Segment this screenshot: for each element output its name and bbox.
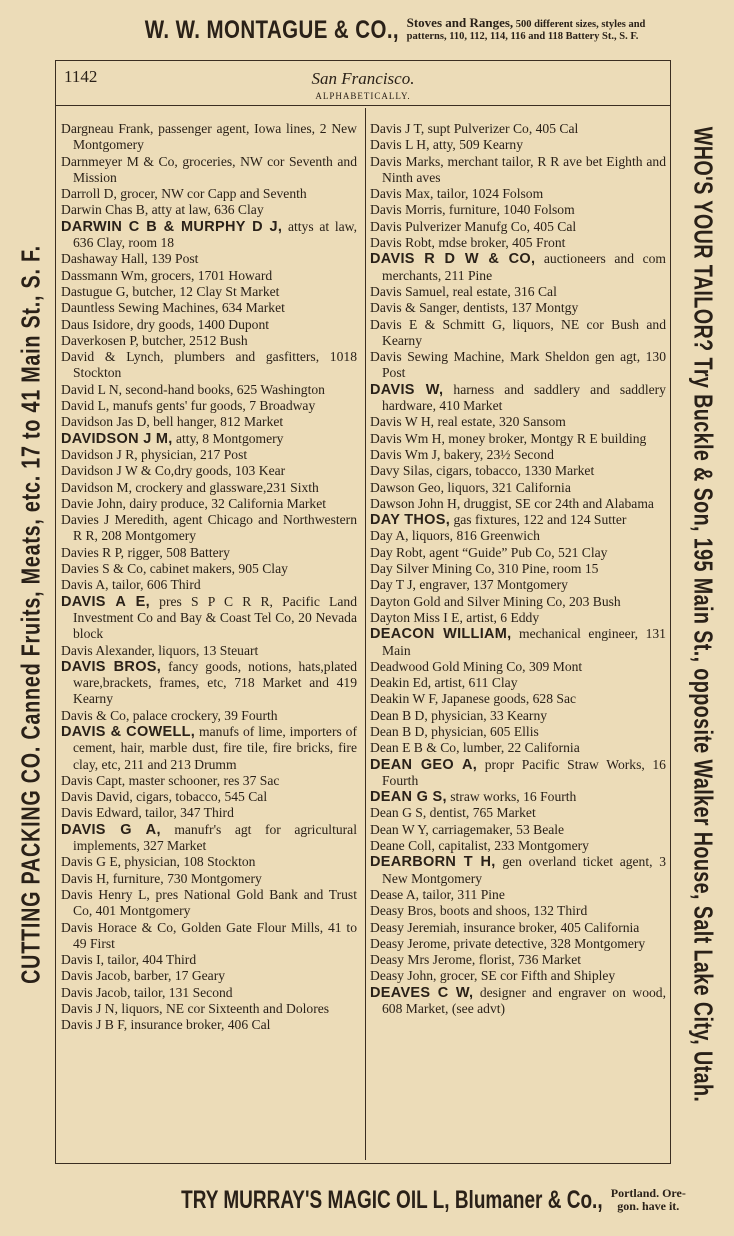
entry-text: gas fixtures, 122 and 124 Sutter — [453, 512, 627, 528]
entry-text: Deane Coll, capitalist, 233 Montgomery — [370, 838, 589, 854]
entry-text: Dean G S, dentist, 765 Market — [370, 805, 536, 821]
bottom-ad-line1: Portland. Ore- — [610, 1186, 686, 1200]
directory-entry — [370, 968, 666, 984]
directory-entry — [61, 317, 357, 333]
directory-entry — [61, 854, 357, 870]
directory-entry — [61, 545, 357, 561]
directory-entry — [61, 561, 357, 577]
directory-entry — [370, 137, 666, 153]
directory-entry — [370, 659, 666, 675]
entry-text: Davidson J W & Co,dry goods, 103 Kear — [61, 463, 286, 479]
entry-text: Davis Henry L, pres National Gold Bank and Trust Co, 401 Montgomery — [61, 886, 357, 919]
left-column — [61, 121, 357, 1034]
directory-entry — [370, 251, 666, 284]
entry-text: Darwin Chas B, atty at law, 636 Clay — [61, 202, 264, 218]
directory-entry — [370, 903, 666, 919]
directory-entry — [61, 219, 357, 252]
entry-text: Day T J, engraver, 137 Montgomery — [370, 577, 568, 593]
directory-entry — [61, 773, 357, 789]
entry-text: Davis Wm J, bakery, 23½ Second — [370, 446, 554, 462]
entry-bold-name: DAVIS W, — [370, 381, 444, 398]
entry-text: Deasy Bros, boots and shoos, 132 Third — [370, 903, 588, 919]
entry-bold-name: DEAN GEO A, — [370, 756, 478, 773]
entry-text: Deasy Mrs Jerome, florist, 736 Market — [370, 952, 582, 968]
directory-entry — [61, 398, 357, 414]
directory-entry — [61, 300, 357, 316]
entry-text: Davis H, furniture, 730 Montgomery — [61, 870, 262, 886]
entry-text: Davis Edward, tailor, 347 Third — [61, 805, 234, 821]
directory-entry — [370, 936, 666, 952]
directory-entry — [370, 594, 666, 610]
directory-entry — [370, 463, 666, 479]
directory-entry — [370, 789, 666, 805]
directory-entry — [61, 724, 357, 773]
entry-text: Davis J T, supt Pulverizer Co, 405 Cal — [370, 121, 579, 136]
page-number: 1142 — [64, 67, 98, 86]
entry-text: manufs of lime, importers of cement, hair, marble dust, fire tile, fire bricks, fire clay, etc, 211 and 213 Drumm — [73, 723, 357, 772]
entry-text: Davis E & Schmitt G, liquors, NE cor Bush and Kearny — [370, 316, 666, 348]
directory-entry — [61, 968, 357, 984]
entry-text: Davis J B F, insurance broker, 406 Cal — [61, 1017, 271, 1033]
entry-text: Davidson Jas D, bell hanger, 812 Market — [61, 414, 284, 430]
directory-entry — [370, 920, 666, 936]
directory-entry — [61, 822, 357, 855]
entry-text: attys at law, 636 Clay, room 18 — [73, 218, 358, 251]
entry-text: gen overland ticket agent, 3 New Montgomery — [382, 854, 666, 886]
entry-text: Davis W H, real estate, 320 Sansom — [370, 414, 566, 430]
directory-entry — [61, 251, 357, 267]
directory-entry — [370, 610, 666, 626]
directory-entry — [61, 480, 357, 496]
directory-entry — [61, 920, 357, 953]
directory-entry — [61, 268, 357, 284]
directory-entry — [61, 512, 357, 545]
entry-text: Davis I, tailor, 404 Third — [61, 952, 197, 968]
directory-entry — [61, 594, 357, 643]
entry-text: fancy goods, notions, hats,plated ware,brackets, frames, etc, 718 Market and 419 Kearny — [73, 658, 357, 707]
directory-entry — [370, 985, 666, 1018]
entry-text: Darroll D, grocer, NW cor Capp and Seventh — [61, 186, 307, 202]
bottom-ad-line2: gon. have it. — [617, 1199, 680, 1213]
directory-entry — [61, 805, 357, 821]
entry-text: Davis Alexander, liquors, 13 Steuart — [61, 642, 259, 658]
top-ad-details — [407, 17, 646, 43]
directory-entry — [61, 202, 357, 218]
entry-text: Day A, liquors, 816 Greenwich — [370, 528, 540, 544]
entry-text: David L, manufs gents' fur goods, 7 Broadway — [61, 398, 316, 414]
entry-text: Darnmeyer M & Co, groceries, NW cor Seventh and Mission — [61, 153, 357, 185]
directory-entry — [61, 659, 357, 708]
directory-entry — [61, 447, 357, 463]
entry-text: mechanical engineer, 131 Main — [382, 626, 666, 658]
entry-text: Davidson J R, physician, 217 Post — [61, 446, 248, 462]
entry-text: Dayton Miss I E, artist, 6 Eddy — [370, 609, 540, 625]
directory-entry — [370, 349, 666, 382]
entry-text: Dauntless Sewing Machines, 634 Market — [61, 300, 285, 316]
top-ad-product: Stoves and Ranges, — [406, 15, 514, 30]
directory-entry — [370, 740, 666, 756]
entry-text: Dawson John H, druggist, SE cor 24th and Alabama — [370, 495, 654, 511]
directory-entry — [370, 382, 666, 415]
directory-entry — [370, 757, 666, 790]
directory-entry — [370, 691, 666, 707]
entry-bold-name: DEAN G S, — [370, 789, 447, 806]
directory-entry — [61, 985, 357, 1001]
directory-entry — [370, 545, 666, 561]
directory-entry — [370, 887, 666, 903]
top-ad-company-name: W. W. MONTAGUE & CO., — [144, 15, 399, 44]
page-header — [56, 61, 670, 107]
directory-entry — [370, 805, 666, 821]
entry-text: atty, 8 Montgomery — [176, 430, 284, 446]
directory-entry — [370, 496, 666, 512]
column-divider — [365, 108, 366, 1160]
directory-entry — [370, 626, 666, 659]
entry-text: straw works, 16 Fourth — [450, 789, 577, 805]
entry-bold-name: DEARBORN T H, — [370, 854, 496, 871]
directory-entry — [61, 333, 357, 349]
entry-text: designer and engraver on wood, 608 Market, (see advt) — [382, 984, 666, 1017]
directory-entry — [370, 708, 666, 724]
directory-entry — [61, 431, 357, 447]
directory-entry — [61, 463, 357, 479]
entry-text: pres S P C R R, Pacific Land Investment Co and Bay & Coast Tel Co, 20 Nevada block — [73, 593, 357, 642]
entry-text: Deadwood Gold Mining Co, 309 Mont — [370, 658, 583, 674]
directory-entry — [370, 822, 666, 838]
entry-text: Daverkosen P, butcher, 2512 Bush — [61, 332, 248, 348]
directory-entry — [370, 300, 666, 316]
directory-entry — [61, 349, 357, 382]
entry-text: Davis J N, liquors, NE cor Sixteenth and Dolores — [61, 1001, 330, 1017]
entry-text: Day Silver Mining Co, 310 Pine, room 15 — [370, 561, 599, 577]
entry-text: Dease A, tailor, 311 Pine — [370, 886, 505, 902]
directory-entry — [61, 708, 357, 724]
directory-entry — [61, 382, 357, 398]
directory-entry — [61, 577, 357, 593]
left-margin-advertisement — [8, 64, 54, 1164]
directory-entry — [370, 724, 666, 740]
entry-text: Davis L H, atty, 509 Kearny — [370, 137, 524, 153]
entry-text: Deasy Jerome, private detective, 328 Montgomery — [370, 935, 646, 951]
directory-entry — [370, 480, 666, 496]
directory-entry — [370, 186, 666, 202]
entry-text: Davidson M, crockery and glassware,231 Sixth — [61, 479, 319, 495]
entry-text: Day Robt, agent “Guide” Pub Co, 521 Clay — [370, 544, 608, 560]
entry-text: auctioneers and com merchants, 211 Pine — [382, 251, 666, 283]
directory-entry — [61, 952, 357, 968]
entry-text: Dayton Gold and Silver Mining Co, 203 Bush — [370, 593, 621, 609]
directory-entry — [370, 431, 666, 447]
entry-text: Davis A, tailor, 606 Third — [61, 577, 201, 593]
entry-text: Dawson Geo, liquors, 321 California — [370, 479, 571, 495]
left-margin-text: CUTTING PACKING CO. Canned Fruits, Meats, etc. 17 to 41 Main St., S. F. — [15, 244, 46, 984]
directory-entry — [61, 186, 357, 202]
entry-text: Davie John, dairy produce, 32 California Market — [61, 495, 326, 511]
directory-entry — [370, 219, 666, 235]
entry-text: Davis Max, tailor, 1024 Folsom — [370, 186, 544, 202]
entry-text: David & Lynch, plumbers and gasfitters, 1018 Stockton — [61, 349, 357, 381]
directory-entry — [370, 561, 666, 577]
entry-text: Dean B D, physician, 33 Kearny — [370, 707, 548, 723]
entry-text: Dassmann Wm, grocers, 1701 Howard — [61, 267, 273, 283]
directory-entry — [61, 643, 357, 659]
entry-text: Davis Pulverizer Manufg Co, 405 Cal — [370, 218, 577, 234]
directory-entry — [370, 675, 666, 691]
entry-bold-name: DAVIS G A, — [61, 821, 161, 838]
bottom-ad-main: TRY MURRAY'S MAGIC OIL L, Blumaner & Co., — [181, 1185, 603, 1214]
entry-text: Davis & Co, palace crockery, 39 Fourth — [61, 707, 278, 723]
entry-text: David L N, second-hand books, 625 Washington — [61, 381, 325, 397]
entry-text: Dean E B & Co, lumber, 22 California — [370, 740, 580, 756]
entry-text: Davis Horace & Co, Golden Gate Flour Mills, 41 to 49 First — [61, 919, 357, 951]
entry-text: Davies S & Co, cabinet makers, 905 Clay — [61, 561, 288, 577]
entry-text: Davis David, cigars, tobacco, 545 Cal — [61, 789, 268, 805]
entry-text: Davis Marks, merchant tailor, R R ave bet Eighth and Ninth aves — [370, 153, 666, 185]
bottom-ad-details — [611, 1187, 686, 1213]
entry-text: Deasy Jeremiah, insurance broker, 405 California — [370, 919, 640, 935]
entry-bold-name: DAVIS & COWELL, — [61, 723, 196, 740]
directory-entry — [61, 1001, 357, 1017]
page-subtitle: ALPHABETICALLY. — [315, 91, 411, 101]
entry-text: Davies R P, rigger, 508 Battery — [61, 544, 230, 560]
entry-text: Davis & Sanger, dentists, 137 Montgy — [370, 300, 579, 316]
directory-page — [55, 60, 671, 1164]
entry-text: Davis Jacob, barber, 17 Geary — [61, 968, 226, 984]
entry-bold-name: DEACON WILLIAM, — [370, 626, 512, 643]
header-rule — [56, 105, 670, 106]
directory-entry — [370, 838, 666, 854]
entry-text: Daus Isidore, dry goods, 1400 Dupont — [61, 316, 270, 332]
directory-entry — [370, 202, 666, 218]
entry-bold-name: DAVIS A E, — [61, 593, 150, 610]
directory-entry — [370, 414, 666, 430]
entry-text: manufr's agt for agricultural implements, 327 Market — [73, 821, 357, 854]
top-ad-line1: 500 different sizes, styles and — [515, 19, 646, 30]
directory-entry — [61, 887, 357, 920]
directory-entry — [370, 284, 666, 300]
entry-text: Davis Capt, master schooner, res 37 Sac — [61, 772, 280, 788]
directory-entry — [370, 317, 666, 350]
directory-entry — [370, 512, 666, 528]
directory-entry — [370, 577, 666, 593]
entry-text: Davy Silas, cigars, tobacco, 1330 Market — [370, 463, 595, 479]
directory-entry — [370, 154, 666, 187]
directory-entry — [61, 414, 357, 430]
directory-entry — [370, 952, 666, 968]
directory-entry — [61, 121, 357, 154]
right-margin-advertisement — [680, 64, 726, 1164]
directory-entry — [61, 871, 357, 887]
top-advertisement — [0, 0, 734, 60]
entry-text: Dean W Y, carriagemaker, 53 Beale — [370, 821, 565, 837]
entry-text: Dastugue G, butcher, 12 Clay St Market — [61, 283, 280, 299]
entry-bold-name: DAY THOS, — [370, 512, 451, 529]
top-ad-line2: patterns, 110, 112, 114, 116 and 118 Battery St., S. F. — [406, 31, 639, 42]
entry-text: Davis Samuel, real estate, 316 Cal — [370, 283, 557, 299]
directory-entry — [370, 121, 666, 137]
entry-bold-name: DAVIS R D W & CO, — [370, 251, 536, 268]
directory-entry — [61, 496, 357, 512]
entry-text: harness and saddlery and saddlery hardware, 410 Market — [382, 381, 666, 414]
directory-entry — [61, 1017, 357, 1033]
directory-entry — [61, 789, 357, 805]
entry-text: Davis Wm H, money broker, Montgy R E building — [370, 430, 647, 446]
entry-text: Dean B D, physician, 605 Ellis — [370, 723, 539, 739]
directory-entry — [370, 528, 666, 544]
entry-text: Deasy John, grocer, SE cor Fifth and Shipley — [370, 968, 616, 984]
entry-text: Davis G E, physician, 108 Stockton — [61, 854, 256, 870]
entry-text: Davis Robt, mdse broker, 405 Front — [370, 235, 566, 251]
entry-text: propr Pacific Straw Works, 16 Fourth — [382, 756, 666, 788]
entry-text: Davis Morris, furniture, 1040 Folsom — [370, 202, 575, 218]
entry-text: Dargneau Frank, passenger agent, Iowa lines, 2 New Montgomery — [61, 121, 357, 153]
right-margin-text: WHO'S YOUR TAILOR? Try Buckle & Son, 195 Main St., opposite Walker House, Salt Lake City, Utah. — [688, 126, 719, 1102]
entry-bold-name: DAVIDSON J M, — [61, 430, 173, 447]
entry-text: Dashaway Hall, 139 Post — [61, 251, 199, 267]
entry-bold-name: DEAVES C W, — [370, 984, 474, 1001]
directory-entry — [370, 235, 666, 251]
entry-text: Deakin Ed, artist, 611 Clay — [370, 675, 518, 691]
directory-entry — [370, 854, 666, 887]
city-title: San Francisco. — [311, 69, 415, 88]
entry-text: Deakin W F, Japanese goods, 628 Sac — [370, 691, 577, 707]
entry-bold-name: DAVIS BROS, — [61, 658, 162, 675]
entry-text: Davis Jacob, tailor, 131 Second — [61, 984, 233, 1000]
entry-bold-name: DARWIN C B & MURPHY D J, — [61, 218, 283, 235]
entry-text: Davies J Meredith, agent Chicago and Northwestern R R, 208 Montgomery — [61, 512, 357, 544]
directory-entry — [61, 154, 357, 187]
right-column — [370, 121, 666, 1017]
directory-entry — [370, 447, 666, 463]
entry-text: Davis Sewing Machine, Mark Sheldon gen agt, 130 Post — [370, 349, 666, 381]
directory-entry — [61, 284, 357, 300]
bottom-advertisement — [0, 1170, 734, 1230]
